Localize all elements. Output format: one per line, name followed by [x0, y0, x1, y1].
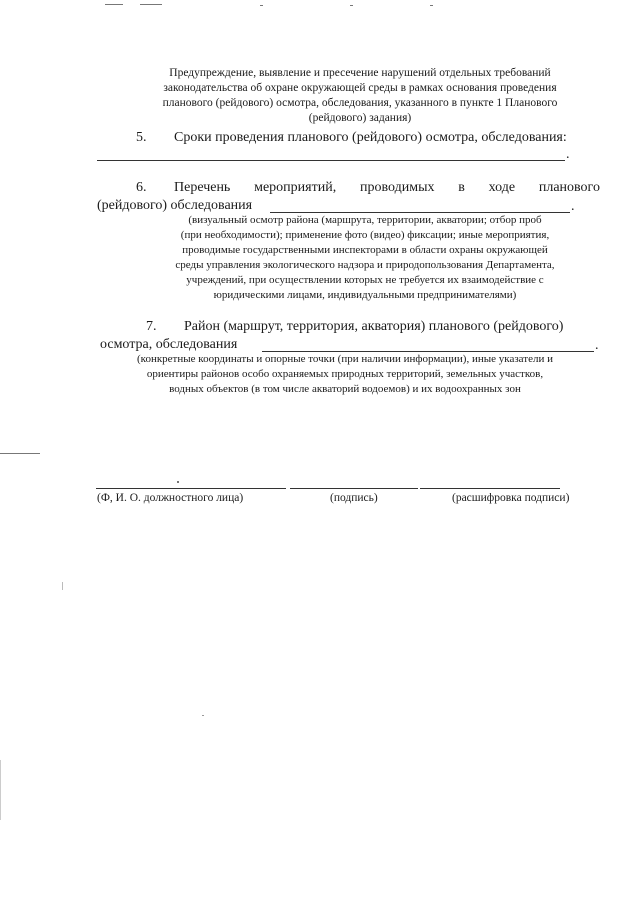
- item-7-number: 7.: [146, 319, 157, 334]
- official-name-line[interactable]: [96, 488, 286, 489]
- note-line: юридическими лицами, индивидуальными предпринимателями): [213, 289, 517, 301]
- intro-heading: [110, 66, 610, 126]
- item-6-word: в: [458, 180, 465, 195]
- item-6-fill-line[interactable]: [270, 198, 570, 213]
- item-7-text: Район (маршрут, территория, акватория) планового (рейдового): [184, 319, 564, 334]
- item-7-note: [60, 352, 630, 397]
- item-6-word: Перечень: [174, 180, 231, 195]
- note-line: ориентиры районов особо охраняемых природных территорий, земельных участков,: [146, 368, 544, 380]
- scan-artifact: [105, 4, 123, 5]
- note-line: водных объектов (в том числе акваторий водоемов) и их водоохранных зон: [169, 383, 521, 395]
- note-line: (визуальный осмотр района (маршрута, территории, акватории; отбор проб: [188, 214, 542, 226]
- item-6-word: планового: [538, 180, 600, 195]
- item-5-fill-line[interactable]: [97, 146, 565, 161]
- item-6-line2: (рейдового) обследования: [97, 198, 253, 213]
- scan-artifact: [350, 5, 353, 6]
- note-line: учреждений, при осуществлении которых не требуется их взаимодействие с: [186, 274, 544, 286]
- intro-line: (рейдового) задания): [308, 112, 412, 124]
- item-7-fill-line[interactable]: [262, 337, 594, 352]
- note-line: (конкретные координаты и опорные точки (при наличии информации), иные указатели и: [137, 353, 553, 365]
- scan-artifact: [140, 4, 162, 5]
- item-5-number: 5.: [136, 130, 147, 145]
- scan-artifact: [0, 453, 40, 454]
- item-6-word: мероприятий,: [254, 180, 337, 195]
- scan-artifact: [0, 760, 1, 820]
- scan-artifact: [202, 715, 204, 716]
- scan-artifact: [260, 5, 263, 6]
- item-6-line-end: .: [571, 199, 575, 214]
- item-6-note: [130, 213, 600, 303]
- note-line: проводимые государственными инспекторами в области охраны окружающей: [182, 244, 548, 256]
- item-6-number: 6.: [136, 180, 147, 195]
- scan-artifact: [62, 582, 63, 590]
- item-7-line-end: .: [595, 338, 599, 353]
- intro-line: законодательства об охране окружающей среды в рамках основания проведения: [163, 82, 557, 94]
- official-name-label: (Ф, И. О. должностного лица): [97, 492, 244, 504]
- item-5-line-end: .: [566, 147, 570, 162]
- signature-line[interactable]: [290, 488, 418, 489]
- signature-decryption-label: (расшифровка подписи): [452, 492, 570, 504]
- intro-line: Предупреждение, выявление и пресечение нарушений отдельных требований: [169, 67, 551, 79]
- note-line: (при необходимости); применение фото (видео) фиксации; иные мероприятия,: [180, 229, 550, 241]
- intro-line: планового (рейдового) осмотра, обследования, указанного в пункте 1 Планового: [162, 97, 558, 109]
- note-line: среды управления экологического надзора и природопользования Департамента,: [175, 259, 555, 271]
- item-5-text: Сроки проведения планового (рейдового) осмотра, обследования:: [174, 130, 567, 145]
- item-6-word: проводимых: [360, 180, 435, 195]
- item-7-line2: осмотра, обследования: [100, 337, 238, 352]
- scan-artifact: [430, 5, 433, 6]
- signature-label: (подпись): [330, 492, 378, 504]
- item-6-first-line: [174, 180, 600, 196]
- signature-decryption-line[interactable]: [420, 488, 560, 489]
- item-6-word: ходе: [488, 180, 516, 195]
- scan-artifact: [177, 481, 179, 483]
